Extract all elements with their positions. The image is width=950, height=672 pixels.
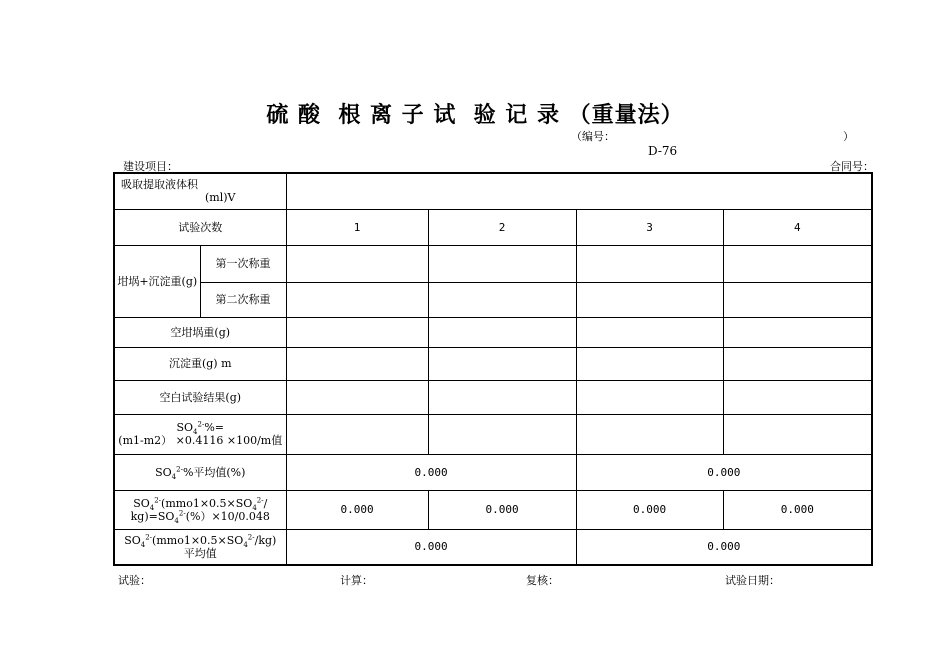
table-cell[interactable] xyxy=(286,317,428,347)
table-row xyxy=(114,490,872,529)
trial-number: 4 xyxy=(723,209,872,245)
trial-number: 3 xyxy=(576,209,723,245)
first-weigh-label: 第一次称重 xyxy=(200,245,286,282)
table-cell[interactable] xyxy=(286,347,428,380)
so4-mmol-formula-label: $SO_4^{2-}(mmo1\times 0.5\times SO_4^{2-}/$ $kg)=SO_4^{2-}(\%)\times 10/0.048$ xyxy=(114,490,286,529)
table-cell[interactable] xyxy=(723,380,872,414)
table-cell[interactable] xyxy=(286,380,428,414)
code-label: （编号： xyxy=(571,130,615,143)
trial-number: 1 xyxy=(286,209,428,245)
table-row xyxy=(114,414,872,454)
test-date-label: 试验日期： xyxy=(725,574,780,587)
so4-mmol-value: 0.000 xyxy=(723,490,872,529)
table-cell[interactable] xyxy=(576,380,723,414)
table-cell[interactable] xyxy=(428,380,576,414)
blank-test-label: 空白试验结果(g) xyxy=(114,380,286,414)
reviewer-label: 复核： xyxy=(526,574,559,587)
table-row xyxy=(114,173,872,209)
form-id: D-76 xyxy=(648,144,678,158)
absorb-volume-value[interactable] xyxy=(286,173,872,209)
table-cell[interactable] xyxy=(428,414,576,454)
so4-mmol-average-value: 0.000 xyxy=(286,529,576,565)
so4-percent-average-label: $SO_4^{2-}\%$平均值(%) xyxy=(114,454,286,490)
so4-mmol-average-label: $SO_4^{2-}(mmo1\times 0.5\times SO_4^{2-}/kg)$ 平均值 xyxy=(114,529,286,565)
page-title: 硫 酸 根 离 子 试 验 记 录 （重量法） xyxy=(266,102,684,128)
table-row xyxy=(114,380,872,414)
tester-label: 试验： xyxy=(118,574,151,587)
so4-mmol-value: 0.000 xyxy=(286,490,428,529)
so4-mmol-average-value: 0.000 xyxy=(576,529,872,565)
trial-count-label: 试验次数 xyxy=(114,209,286,245)
table-cell[interactable] xyxy=(576,317,723,347)
table-cell[interactable] xyxy=(428,317,576,347)
table-cell[interactable] xyxy=(428,347,576,380)
table-row xyxy=(114,317,872,347)
table-cell[interactable] xyxy=(286,414,428,454)
calculator-label: 计算： xyxy=(340,574,373,587)
table-cell[interactable] xyxy=(723,317,872,347)
project-label: 建设项目： xyxy=(123,160,178,173)
table-row xyxy=(114,529,872,565)
table-cell[interactable] xyxy=(723,282,872,317)
trial-number: 2 xyxy=(428,209,576,245)
table-cell[interactable] xyxy=(576,414,723,454)
table-row xyxy=(114,454,872,490)
so4-average-value: 0.000 xyxy=(286,454,576,490)
table-cell[interactable] xyxy=(576,347,723,380)
so4-mmol-value: 0.000 xyxy=(428,490,576,529)
table-cell[interactable] xyxy=(723,414,872,454)
table-row xyxy=(114,245,872,282)
table-cell[interactable] xyxy=(286,245,428,282)
table-cell[interactable] xyxy=(723,245,872,282)
table-cell[interactable] xyxy=(286,282,428,317)
empty-crucible-label: 空坩埚重(g) xyxy=(114,317,286,347)
so4-average-value: 0.000 xyxy=(576,454,872,490)
table-row xyxy=(114,209,872,245)
contract-label: 合同号： xyxy=(830,160,874,173)
table-row xyxy=(114,347,872,380)
so4-percent-formula-label: $SO_4^{2-}\%=$ (m1-m2） ×0.4116 ×100/m值 xyxy=(114,414,286,454)
table-cell[interactable] xyxy=(723,347,872,380)
table-cell[interactable] xyxy=(576,245,723,282)
so4-mmol-value: 0.000 xyxy=(576,490,723,529)
code-close: ） xyxy=(843,130,854,143)
table-row xyxy=(114,282,872,317)
table-cell[interactable] xyxy=(576,282,723,317)
record-table xyxy=(113,172,873,566)
absorb-volume-label: 吸取提取液体积 (ml)V xyxy=(114,173,286,209)
crucible-precipitate-label: 坩埚+沉淀重(g) xyxy=(114,245,200,317)
precipitate-weight-label: 沉淀重(g) m xyxy=(114,347,286,380)
table-cell[interactable] xyxy=(428,245,576,282)
table-cell[interactable] xyxy=(428,282,576,317)
second-weigh-label: 第二次称重 xyxy=(200,282,286,317)
